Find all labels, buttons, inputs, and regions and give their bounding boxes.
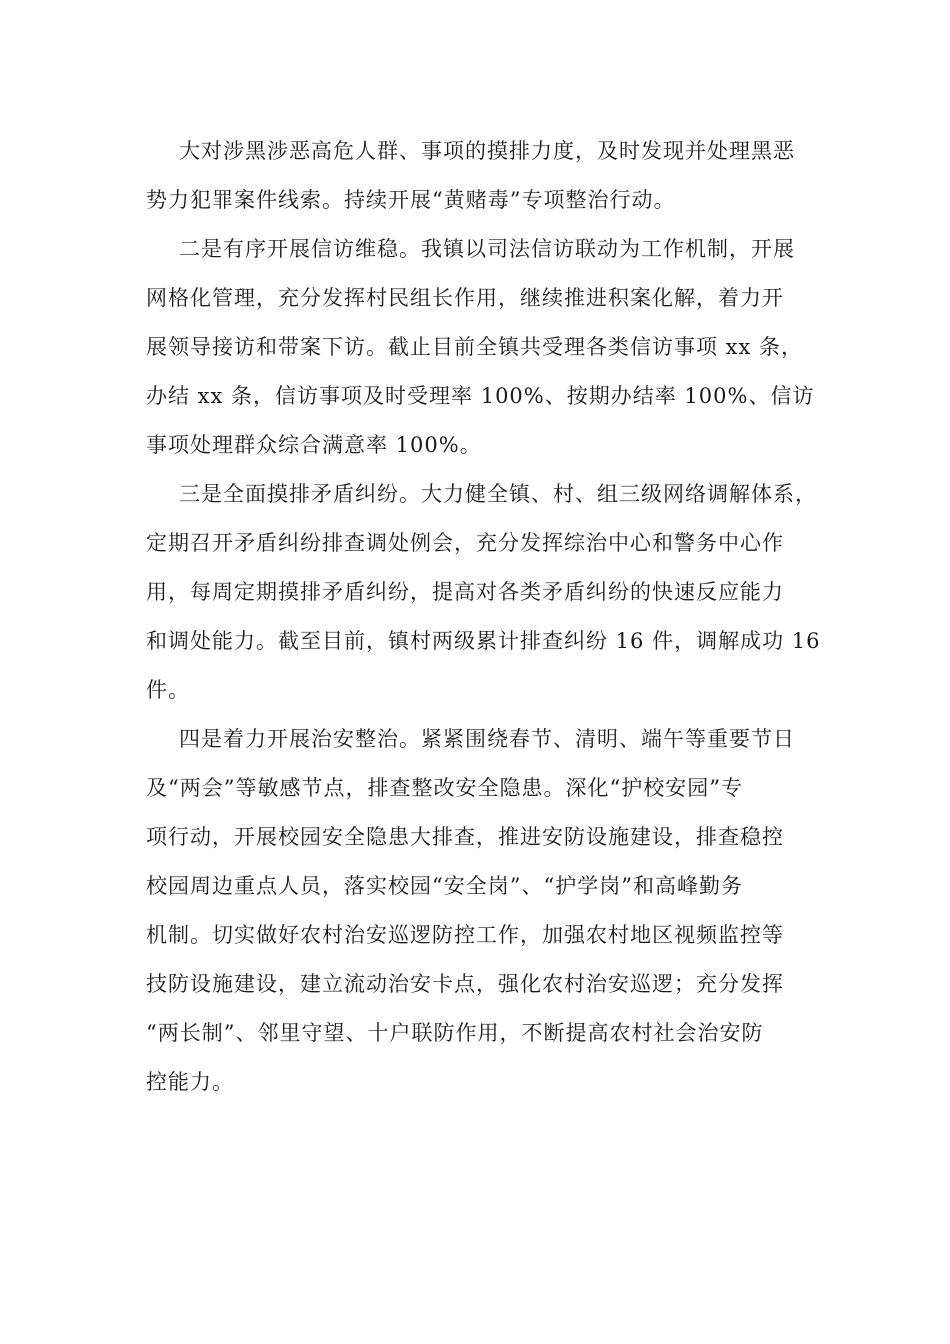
paragraph-line: 事项处理群众综合满意率 100%。	[146, 433, 482, 457]
paragraph-line: 定期召开矛盾纠纷排查调处例会，充分发挥综治中心和警务中心作	[146, 531, 784, 555]
paragraph-line: 大对涉黑涉恶高危人群、事项的摸排力度，及时发现并处理黑恶	[179, 139, 795, 163]
paragraph-line: 势力犯罪案件线索。持续开展“黄赌毒”专项整治行动。	[146, 188, 676, 212]
paragraph-line: 用，每周定期摸排矛盾纠纷，提高对各类矛盾纠纷的快速反应能力	[146, 580, 784, 604]
paragraph-petition	[146, 225, 836, 470]
paragraph-line: 控能力。	[146, 1070, 234, 1094]
paragraph-line: 校园周边重点人员，落实校园“安全岗”、“护学岗”和高峰勤务	[146, 874, 743, 898]
paragraph-line: 项行动，开展校园安全隐患大排查，推进安防设施建设，排查稳控	[146, 825, 784, 849]
paragraph-line: 技防设施建设，建立流动治安卡点，强化农村治安巡逻；充分发挥	[146, 972, 784, 996]
paragraph-crackdown	[146, 127, 836, 225]
paragraph-line: “两长制”、邻里守望、十户联防作用，不断提高农村社会治安防	[146, 1021, 764, 1045]
paragraph-public-security	[146, 715, 836, 1107]
paragraph-line: 和调处能力。截至目前，镇村两级累计排查纠纷 16 件，调解成功 16	[146, 629, 821, 653]
paragraph-line: 机制。切实做好农村治安巡逻防控工作，加强农村地区视频监控等	[146, 923, 784, 947]
paragraph-disputes	[146, 470, 836, 715]
paragraph-line: 二是有序开展信访维稳。我镇以司法信访联动为工作机制，开展	[179, 237, 795, 261]
paragraph-line: 及“两会”等敏感节点，排查整改安全隐患。深化“护校安园”专	[146, 776, 743, 800]
paragraph-line: 件。	[146, 678, 190, 702]
paragraph-line: 办结 xx 条，信访事项及时受理率 100%、按期办结率 100%、信访	[146, 384, 815, 408]
document-body	[146, 127, 836, 1107]
paragraph-line: 三是全面摸排矛盾纠纷。大力健全镇、村、组三级网络调解体系，	[179, 482, 817, 506]
paragraph-line: 网格化管理，充分发挥村民组长作用，继续推进积案化解，着力开	[146, 286, 784, 310]
paragraph-line: 四是着力开展治安整治。紧紧围绕春节、清明、端午等重要节日	[179, 727, 795, 751]
paragraph-line: 展领导接访和带案下访。截止目前全镇共受理各类信访事项 xx 条，	[146, 335, 804, 359]
